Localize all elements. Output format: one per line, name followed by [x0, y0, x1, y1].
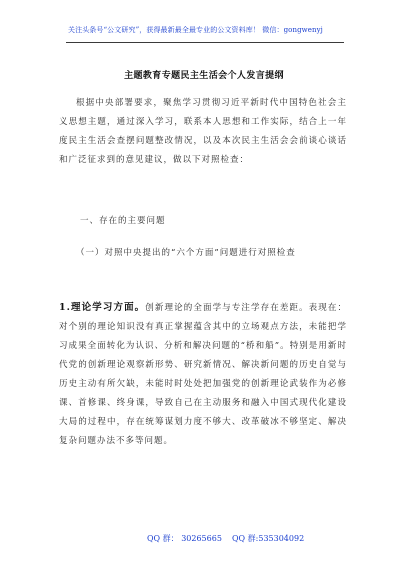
header-promo-text: 关注头条号“公文研究”，获得最新最全最专业的公文资料库！ 微信：gongwenyj [68, 26, 323, 34]
item-lead: 1.理论学习方面。 [59, 302, 146, 313]
section-heading: 一、存在的主要问题 [80, 216, 166, 226]
item-body: 创新理论的全面学与专注学存在差距。表现在：对个别的理论知识没有真正掌握蕴含其中的立场观点方法，未能把学习成果全面转化为认识、分析和解决问题的“桥和船”。特别是用新时代党的创新理论观察新形势、研究新情况、解决新问题的历史自觉与历史主动有所欠缺，未能时时处处把加强党的创新理论武装作为必修课、首修课、终身课，导致自己在主动服务和融入中国式现代化建设大局的过程中，存在统筹谋划力度不够大、改革破冰不够坚定、解决复杂问题办法不多等问题。 [59, 303, 347, 446]
document-title: 主题教育专题民主生活会个人发言提纲 [124, 71, 284, 81]
subsection-heading: （一）对照中央提出的“六个方面”问题进行对照检查 [76, 248, 296, 258]
footer-qq-group-right: QQ 群:535304092 [232, 534, 305, 543]
footer-qq-group-left: QQ 群： 30265665 [147, 534, 222, 543]
theory-study-paragraph [59, 298, 347, 451]
header-divider [66, 42, 344, 43]
intro-paragraph: 根据中央部署要求，聚焦学习贯彻习近平新时代中国特色社会主义思想主题，通过深入学习，联系本人思想和工作实际，结合上一年度民主生活会查摆问题整改情况，以及本次民主生活会会前谈心谈话和广泛征求到的意见建议，做以下对照检查： [59, 98, 347, 165]
